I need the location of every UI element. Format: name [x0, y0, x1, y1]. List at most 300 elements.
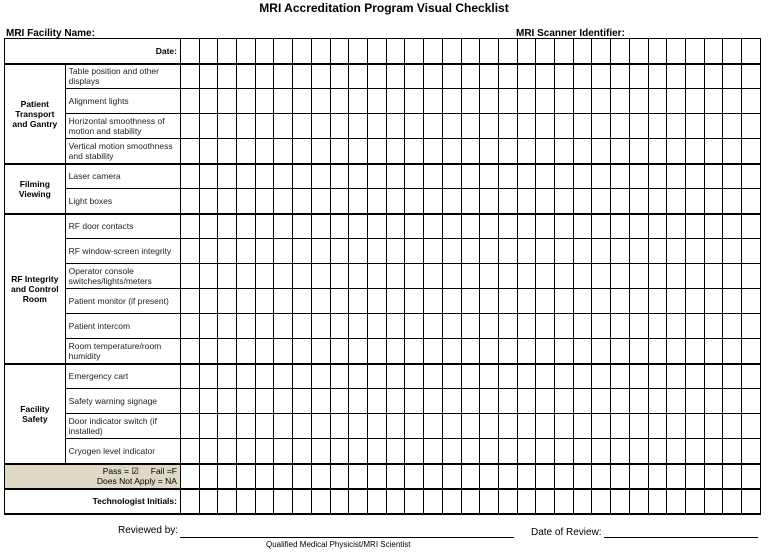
checklist-item-cell[interactable] [592, 64, 611, 89]
initials-cell[interactable] [237, 489, 256, 514]
checklist-item-cell[interactable] [536, 264, 555, 289]
pass-fail-cell[interactable] [685, 464, 704, 489]
checklist-item-cell[interactable] [498, 364, 517, 389]
checklist-item-cell[interactable] [480, 139, 499, 164]
checklist-item-cell[interactable] [536, 214, 555, 239]
checklist-item-cell[interactable] [237, 214, 256, 239]
checklist-item-cell[interactable] [199, 114, 218, 139]
checklist-item-cell[interactable] [349, 64, 368, 89]
checklist-item-cell[interactable] [386, 439, 405, 464]
checklist-item-cell[interactable] [424, 264, 443, 289]
initials-cell[interactable] [573, 489, 592, 514]
checklist-item-cell[interactable] [386, 139, 405, 164]
checklist-item-cell[interactable] [311, 389, 330, 414]
checklist-item-cell[interactable] [555, 139, 574, 164]
date-cell[interactable] [667, 39, 686, 64]
checklist-item-cell[interactable] [517, 314, 536, 339]
checklist-item-cell[interactable] [685, 114, 704, 139]
checklist-item-cell[interactable] [442, 264, 461, 289]
checklist-item-cell[interactable] [704, 64, 723, 89]
checklist-item-cell[interactable] [424, 364, 443, 389]
checklist-item-cell[interactable] [199, 214, 218, 239]
checklist-item-cell[interactable] [648, 314, 667, 339]
checklist-item-cell[interactable] [424, 139, 443, 164]
checklist-item-cell[interactable] [274, 64, 293, 89]
checklist-item-cell[interactable] [180, 64, 199, 89]
checklist-item-cell[interactable] [611, 264, 630, 289]
checklist-item-cell[interactable] [592, 414, 611, 439]
checklist-item-cell[interactable] [517, 339, 536, 364]
checklist-item-cell[interactable] [536, 314, 555, 339]
checklist-item-cell[interactable] [555, 414, 574, 439]
checklist-item-cell[interactable] [461, 189, 480, 214]
checklist-item-cell[interactable] [330, 239, 349, 264]
pass-fail-cell[interactable] [723, 464, 742, 489]
checklist-item-cell[interactable] [349, 239, 368, 264]
checklist-item-cell[interactable] [311, 164, 330, 189]
checklist-item-cell[interactable] [368, 189, 387, 214]
checklist-item-cell[interactable] [330, 189, 349, 214]
checklist-item-cell[interactable] [405, 414, 424, 439]
date-cell[interactable] [555, 39, 574, 64]
initials-cell[interactable] [424, 489, 443, 514]
checklist-item-cell[interactable] [461, 314, 480, 339]
checklist-item-cell[interactable] [555, 89, 574, 114]
checklist-item-cell[interactable] [218, 314, 237, 339]
checklist-item-cell[interactable] [498, 89, 517, 114]
checklist-item-cell[interactable] [199, 339, 218, 364]
checklist-item-cell[interactable] [536, 164, 555, 189]
checklist-item-cell[interactable] [629, 314, 648, 339]
checklist-item-cell[interactable] [498, 439, 517, 464]
checklist-item-cell[interactable] [685, 364, 704, 389]
checklist-item-cell[interactable] [611, 64, 630, 89]
checklist-item-cell[interactable] [648, 439, 667, 464]
date-cell[interactable] [349, 39, 368, 64]
checklist-item-cell[interactable] [405, 289, 424, 314]
checklist-item-cell[interactable] [498, 214, 517, 239]
checklist-item-cell[interactable] [405, 264, 424, 289]
checklist-item-cell[interactable] [536, 139, 555, 164]
pass-fail-cell[interactable] [311, 464, 330, 489]
checklist-item-cell[interactable] [536, 439, 555, 464]
checklist-item-cell[interactable] [555, 189, 574, 214]
checklist-item-cell[interactable] [685, 214, 704, 239]
checklist-item-cell[interactable] [573, 439, 592, 464]
checklist-item-cell[interactable] [573, 264, 592, 289]
pass-fail-cell[interactable] [442, 464, 461, 489]
pass-fail-cell[interactable] [667, 464, 686, 489]
checklist-item-cell[interactable] [629, 364, 648, 389]
checklist-item-cell[interactable] [704, 314, 723, 339]
checklist-item-cell[interactable] [424, 414, 443, 439]
checklist-item-cell[interactable] [480, 264, 499, 289]
checklist-item-cell[interactable] [199, 439, 218, 464]
checklist-item-cell[interactable] [685, 164, 704, 189]
checklist-item-cell[interactable] [199, 189, 218, 214]
checklist-item-cell[interactable] [555, 389, 574, 414]
date-cell[interactable] [611, 39, 630, 64]
checklist-item-cell[interactable] [723, 214, 742, 239]
checklist-item-cell[interactable] [555, 214, 574, 239]
checklist-item-cell[interactable] [199, 289, 218, 314]
checklist-item-cell[interactable] [498, 289, 517, 314]
checklist-item-cell[interactable] [667, 189, 686, 214]
initials-cell[interactable] [611, 489, 630, 514]
checklist-item-cell[interactable] [498, 164, 517, 189]
checklist-item-cell[interactable] [461, 364, 480, 389]
date-cell[interactable] [274, 39, 293, 64]
checklist-item-cell[interactable] [592, 389, 611, 414]
date-cell[interactable] [180, 39, 199, 64]
checklist-item-cell[interactable] [368, 114, 387, 139]
initials-cell[interactable] [255, 489, 274, 514]
pass-fail-cell[interactable] [555, 464, 574, 489]
checklist-item-cell[interactable] [424, 339, 443, 364]
checklist-item-cell[interactable] [218, 364, 237, 389]
checklist-item-cell[interactable] [573, 64, 592, 89]
checklist-item-cell[interactable] [536, 239, 555, 264]
initials-cell[interactable] [293, 489, 312, 514]
checklist-item-cell[interactable] [536, 89, 555, 114]
checklist-item-cell[interactable] [237, 139, 256, 164]
checklist-item-cell[interactable] [611, 364, 630, 389]
checklist-item-cell[interactable] [648, 239, 667, 264]
checklist-item-cell[interactable] [704, 264, 723, 289]
checklist-item-cell[interactable] [480, 364, 499, 389]
checklist-item-cell[interactable] [330, 139, 349, 164]
checklist-item-cell[interactable] [237, 339, 256, 364]
checklist-item-cell[interactable] [536, 289, 555, 314]
checklist-item-cell[interactable] [517, 414, 536, 439]
checklist-item-cell[interactable] [386, 214, 405, 239]
checklist-item-cell[interactable] [368, 314, 387, 339]
checklist-item-cell[interactable] [180, 114, 199, 139]
checklist-item-cell[interactable] [180, 214, 199, 239]
checklist-item-cell[interactable] [611, 89, 630, 114]
checklist-item-cell[interactable] [685, 64, 704, 89]
checklist-item-cell[interactable] [629, 239, 648, 264]
checklist-item-cell[interactable] [517, 239, 536, 264]
date-cell[interactable] [368, 39, 387, 64]
checklist-item-cell[interactable] [442, 114, 461, 139]
checklist-item-cell[interactable] [517, 264, 536, 289]
checklist-item-cell[interactable] [723, 339, 742, 364]
checklist-item-cell[interactable] [405, 139, 424, 164]
checklist-item-cell[interactable] [180, 164, 199, 189]
checklist-item-cell[interactable] [536, 339, 555, 364]
checklist-item-cell[interactable] [498, 139, 517, 164]
checklist-item-cell[interactable] [704, 214, 723, 239]
checklist-item-cell[interactable] [667, 64, 686, 89]
checklist-item-cell[interactable] [648, 214, 667, 239]
checklist-item-cell[interactable] [648, 64, 667, 89]
date-cell[interactable] [685, 39, 704, 64]
checklist-item-cell[interactable] [274, 339, 293, 364]
initials-cell[interactable] [498, 489, 517, 514]
initials-cell[interactable] [555, 489, 574, 514]
checklist-item-cell[interactable] [349, 389, 368, 414]
checklist-item-cell[interactable] [180, 364, 199, 389]
checklist-item-cell[interactable] [742, 264, 761, 289]
checklist-item-cell[interactable] [199, 364, 218, 389]
checklist-item-cell[interactable] [386, 339, 405, 364]
checklist-item-cell[interactable] [667, 289, 686, 314]
checklist-item-cell[interactable] [349, 364, 368, 389]
checklist-item-cell[interactable] [386, 289, 405, 314]
checklist-item-cell[interactable] [685, 89, 704, 114]
checklist-item-cell[interactable] [480, 339, 499, 364]
checklist-item-cell[interactable] [611, 239, 630, 264]
checklist-item-cell[interactable] [330, 339, 349, 364]
checklist-item-cell[interactable] [218, 189, 237, 214]
checklist-item-cell[interactable] [424, 164, 443, 189]
checklist-item-cell[interactable] [274, 414, 293, 439]
checklist-item-cell[interactable] [349, 314, 368, 339]
checklist-item-cell[interactable] [255, 64, 274, 89]
checklist-item-cell[interactable] [704, 239, 723, 264]
date-cell[interactable] [480, 39, 499, 64]
checklist-item-cell[interactable] [461, 239, 480, 264]
checklist-item-cell[interactable] [218, 64, 237, 89]
checklist-item-cell[interactable] [405, 439, 424, 464]
checklist-item-cell[interactable] [723, 89, 742, 114]
checklist-item-cell[interactable] [723, 439, 742, 464]
checklist-item-cell[interactable] [368, 264, 387, 289]
checklist-item-cell[interactable] [311, 314, 330, 339]
checklist-item-cell[interactable] [704, 139, 723, 164]
checklist-item-cell[interactable] [555, 264, 574, 289]
checklist-item-cell[interactable] [405, 214, 424, 239]
checklist-item-cell[interactable] [648, 364, 667, 389]
checklist-item-cell[interactable] [386, 164, 405, 189]
checklist-item-cell[interactable] [629, 414, 648, 439]
checklist-item-cell[interactable] [685, 339, 704, 364]
checklist-item-cell[interactable] [180, 189, 199, 214]
checklist-item-cell[interactable] [592, 264, 611, 289]
checklist-item-cell[interactable] [723, 389, 742, 414]
checklist-item-cell[interactable] [330, 389, 349, 414]
checklist-item-cell[interactable] [648, 414, 667, 439]
checklist-item-cell[interactable] [723, 239, 742, 264]
checklist-item-cell[interactable] [723, 364, 742, 389]
initials-cell[interactable] [386, 489, 405, 514]
checklist-item-cell[interactable] [573, 239, 592, 264]
date-cell[interactable] [405, 39, 424, 64]
checklist-item-cell[interactable] [311, 239, 330, 264]
checklist-item-cell[interactable] [442, 339, 461, 364]
checklist-item-cell[interactable] [311, 364, 330, 389]
checklist-item-cell[interactable] [368, 89, 387, 114]
checklist-item-cell[interactable] [442, 89, 461, 114]
checklist-item-cell[interactable] [517, 364, 536, 389]
checklist-item-cell[interactable] [274, 364, 293, 389]
checklist-item-cell[interactable] [480, 114, 499, 139]
checklist-item-cell[interactable] [255, 439, 274, 464]
checklist-item-cell[interactable] [667, 164, 686, 189]
checklist-item-cell[interactable] [461, 439, 480, 464]
checklist-item-cell[interactable] [742, 64, 761, 89]
checklist-item-cell[interactable] [592, 289, 611, 314]
checklist-item-cell[interactable] [704, 364, 723, 389]
checklist-item-cell[interactable] [405, 164, 424, 189]
pass-fail-cell[interactable] [704, 464, 723, 489]
initials-cell[interactable] [648, 489, 667, 514]
checklist-item-cell[interactable] [498, 414, 517, 439]
checklist-item-cell[interactable] [498, 64, 517, 89]
checklist-item-cell[interactable] [368, 364, 387, 389]
checklist-item-cell[interactable] [498, 339, 517, 364]
checklist-item-cell[interactable] [255, 164, 274, 189]
checklist-item-cell[interactable] [498, 239, 517, 264]
checklist-item-cell[interactable] [667, 239, 686, 264]
checklist-item-cell[interactable] [461, 114, 480, 139]
date-cell[interactable] [592, 39, 611, 64]
checklist-item-cell[interactable] [667, 339, 686, 364]
checklist-item-cell[interactable] [255, 264, 274, 289]
checklist-item-cell[interactable] [255, 389, 274, 414]
checklist-item-cell[interactable] [237, 414, 256, 439]
checklist-item-cell[interactable] [274, 164, 293, 189]
checklist-item-cell[interactable] [180, 439, 199, 464]
checklist-item-cell[interactable] [180, 89, 199, 114]
checklist-item-cell[interactable] [461, 64, 480, 89]
checklist-item-cell[interactable] [629, 89, 648, 114]
checklist-item-cell[interactable] [742, 239, 761, 264]
initials-cell[interactable] [199, 489, 218, 514]
checklist-item-cell[interactable] [629, 164, 648, 189]
checklist-item-cell[interactable] [685, 389, 704, 414]
checklist-item-cell[interactable] [442, 314, 461, 339]
checklist-item-cell[interactable] [629, 264, 648, 289]
checklist-item-cell[interactable] [611, 114, 630, 139]
checklist-item-cell[interactable] [349, 189, 368, 214]
checklist-item-cell[interactable] [311, 289, 330, 314]
checklist-item-cell[interactable] [629, 189, 648, 214]
checklist-item-cell[interactable] [611, 214, 630, 239]
checklist-item-cell[interactable] [368, 139, 387, 164]
checklist-item-cell[interactable] [255, 214, 274, 239]
checklist-item-cell[interactable] [480, 389, 499, 414]
checklist-item-cell[interactable] [368, 289, 387, 314]
checklist-item-cell[interactable] [311, 89, 330, 114]
checklist-item-cell[interactable] [180, 264, 199, 289]
checklist-item-cell[interactable] [330, 89, 349, 114]
checklist-item-cell[interactable] [349, 439, 368, 464]
checklist-item-cell[interactable] [386, 389, 405, 414]
pass-fail-cell[interactable] [461, 464, 480, 489]
checklist-item-cell[interactable] [498, 314, 517, 339]
checklist-item-cell[interactable] [199, 164, 218, 189]
checklist-item-cell[interactable] [424, 64, 443, 89]
checklist-item-cell[interactable] [311, 214, 330, 239]
checklist-item-cell[interactable] [311, 339, 330, 364]
initials-cell[interactable] [480, 489, 499, 514]
checklist-item-cell[interactable] [704, 289, 723, 314]
checklist-item-cell[interactable] [386, 314, 405, 339]
checklist-item-cell[interactable] [424, 189, 443, 214]
checklist-item-cell[interactable] [349, 89, 368, 114]
pass-fail-cell[interactable] [517, 464, 536, 489]
checklist-item-cell[interactable] [555, 339, 574, 364]
checklist-item-cell[interactable] [405, 364, 424, 389]
initials-cell[interactable] [592, 489, 611, 514]
checklist-item-cell[interactable] [218, 239, 237, 264]
checklist-item-cell[interactable] [536, 414, 555, 439]
checklist-item-cell[interactable] [442, 364, 461, 389]
checklist-item-cell[interactable] [424, 239, 443, 264]
initials-cell[interactable] [461, 489, 480, 514]
checklist-item-cell[interactable] [405, 64, 424, 89]
checklist-item-cell[interactable] [573, 139, 592, 164]
date-cell[interactable] [742, 39, 761, 64]
checklist-item-cell[interactable] [349, 214, 368, 239]
checklist-item-cell[interactable] [199, 64, 218, 89]
checklist-item-cell[interactable] [461, 139, 480, 164]
checklist-item-cell[interactable] [742, 114, 761, 139]
checklist-item-cell[interactable] [218, 164, 237, 189]
checklist-item-cell[interactable] [573, 314, 592, 339]
checklist-item-cell[interactable] [255, 339, 274, 364]
checklist-item-cell[interactable] [424, 214, 443, 239]
checklist-item-cell[interactable] [218, 414, 237, 439]
date-cell[interactable] [442, 39, 461, 64]
checklist-item-cell[interactable] [611, 439, 630, 464]
checklist-item-cell[interactable] [368, 339, 387, 364]
checklist-item-cell[interactable] [555, 164, 574, 189]
checklist-item-cell[interactable] [685, 289, 704, 314]
date-cell[interactable] [237, 39, 256, 64]
checklist-item-cell[interactable] [180, 314, 199, 339]
initials-cell[interactable] [723, 489, 742, 514]
checklist-item-cell[interactable] [611, 314, 630, 339]
checklist-item-cell[interactable] [330, 64, 349, 89]
checklist-item-cell[interactable] [667, 214, 686, 239]
checklist-item-cell[interactable] [237, 439, 256, 464]
checklist-item-cell[interactable] [629, 289, 648, 314]
checklist-item-cell[interactable] [592, 339, 611, 364]
checklist-item-cell[interactable] [386, 364, 405, 389]
checklist-item-cell[interactable] [424, 439, 443, 464]
date-cell[interactable] [199, 39, 218, 64]
checklist-item-cell[interactable] [349, 264, 368, 289]
checklist-item-cell[interactable] [667, 364, 686, 389]
checklist-item-cell[interactable] [442, 64, 461, 89]
checklist-item-cell[interactable] [274, 289, 293, 314]
checklist-item-cell[interactable] [368, 239, 387, 264]
pass-fail-cell[interactable] [293, 464, 312, 489]
checklist-item-cell[interactable] [742, 289, 761, 314]
checklist-item-cell[interactable] [723, 414, 742, 439]
date-cell[interactable] [461, 39, 480, 64]
checklist-item-cell[interactable] [255, 364, 274, 389]
checklist-item-cell[interactable] [498, 189, 517, 214]
checklist-item-cell[interactable] [424, 289, 443, 314]
date-cell[interactable] [293, 39, 312, 64]
checklist-item-cell[interactable] [199, 139, 218, 164]
checklist-item-cell[interactable] [480, 189, 499, 214]
checklist-item-cell[interactable] [480, 289, 499, 314]
pass-fail-cell[interactable] [592, 464, 611, 489]
checklist-item-cell[interactable] [274, 389, 293, 414]
checklist-item-cell[interactable] [274, 139, 293, 164]
checklist-item-cell[interactable] [555, 289, 574, 314]
checklist-item-cell[interactable] [536, 114, 555, 139]
checklist-item-cell[interactable] [368, 439, 387, 464]
checklist-item-cell[interactable] [629, 139, 648, 164]
checklist-item-cell[interactable] [536, 64, 555, 89]
checklist-item-cell[interactable] [667, 439, 686, 464]
